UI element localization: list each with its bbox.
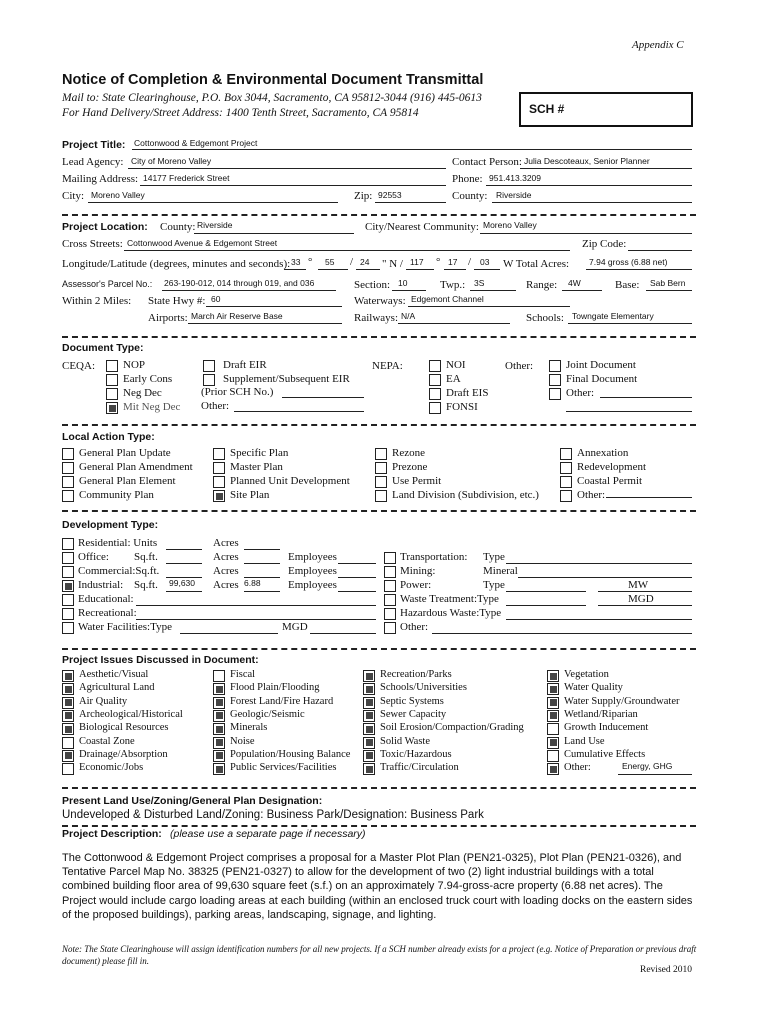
solid-waste-checkbox[interactable] (363, 737, 375, 749)
other-label: Other: (577, 489, 606, 501)
cumulative-effects-checkbox[interactable] (547, 750, 559, 762)
ea-checkbox[interactable] (429, 374, 441, 386)
other-checkbox[interactable] (547, 763, 559, 775)
mit-neg-dec-label: Mit Neg Dec (123, 401, 181, 413)
water-checkbox[interactable] (62, 622, 74, 634)
cumulative-effects-label: Cumulative Effects (564, 748, 646, 760)
neg-dec-checkbox[interactable] (106, 388, 118, 400)
septic-systems-label: Septic Systems (380, 695, 444, 707)
specific-plan-label: Specific Plan (230, 447, 289, 459)
dev-other-label: Other: (400, 621, 429, 633)
county: Riverside (496, 190, 532, 200)
base: Sab Bern (650, 278, 686, 288)
schools-label: Schools: (526, 312, 564, 324)
minerals-label: Minerals (230, 722, 268, 734)
population-housing-balance-checkbox[interactable] (213, 750, 225, 762)
land-use-label: Present Land Use/Zoning/General Plan Designation: (62, 795, 323, 807)
lon-minutes: 17 (448, 257, 458, 267)
mit-neg-dec-checkbox[interactable] (106, 402, 118, 414)
power-type-label: Type (483, 579, 505, 591)
contact-label: Contact Person: (452, 156, 522, 168)
nepa-label: NEPA: (372, 360, 403, 372)
water-facilities-label: Water Facilities:Type (78, 621, 172, 633)
coastal-zone-checkbox[interactable] (62, 737, 74, 749)
noise-checkbox[interactable] (213, 737, 225, 749)
other-label: Other: (564, 762, 591, 774)
fonsi-label: FONSI (446, 401, 478, 413)
range-label: Range: (526, 279, 558, 291)
airports-label: Airports: (148, 312, 188, 324)
waterways-label: Waterways: (354, 295, 406, 307)
hazardous-checkbox[interactable] (384, 608, 396, 620)
city: Moreno Valley (91, 190, 145, 200)
lead-agency-label: Lead Agency: (62, 156, 124, 168)
mail-to: Mail to: State Clearinghouse, P.O. Box 3044, Sacramento, CA 95812-3044 (916) 445-0613 (62, 92, 482, 104)
recreation-parks-label: Recreation/Parks (380, 669, 452, 680)
airports: March Air Reserve Base (191, 311, 283, 321)
mineral-label: Mineral (483, 565, 518, 577)
general-plan-update-checkbox[interactable] (62, 448, 74, 460)
description-label: Project Description: (62, 828, 162, 840)
mgd-label: MGD (628, 593, 654, 605)
prezone-label: Prezone (392, 461, 428, 473)
recreational-checkbox[interactable] (62, 608, 74, 620)
coastal-permit-checkbox[interactable] (560, 476, 572, 488)
lat-long-label: Longitude/Latitude (degrees, minutes and seconds): (62, 258, 291, 270)
water-quality-checkbox[interactable] (547, 683, 559, 695)
coastal-zone-label: Coastal Zone (79, 735, 135, 747)
soil-erosion-compaction-grading-checkbox[interactable] (363, 723, 375, 735)
archeological-historical-checkbox[interactable] (62, 710, 74, 722)
prior-sch-label: (Prior SCH No.) (201, 386, 274, 398)
zip: 92553 (378, 190, 402, 200)
draft-eir-checkbox[interactable] (203, 360, 215, 372)
annexation-label: Annexation (577, 447, 629, 459)
land-use-label: Land Use (564, 735, 605, 747)
mw-label: MW (628, 579, 649, 591)
geologic-seismic-label: Geologic/Seismic (230, 708, 305, 720)
general-plan-amendment-checkbox[interactable] (62, 462, 74, 474)
water-supply-groundwater-checkbox[interactable] (547, 697, 559, 709)
apn: 263-190-012, 014 through 019, and 036 (164, 278, 315, 288)
office-sqft-label: Sq.ft. (134, 551, 158, 563)
location-county: Riverside (197, 220, 233, 230)
sch-box[interactable] (519, 92, 693, 127)
issues-other-value: Energy, GHG (622, 761, 673, 771)
total-acres: 7.94 gross (6.88 net) (589, 257, 668, 267)
early-cons-label: Early Cons (123, 373, 173, 385)
final-document-label: Final Document (566, 373, 638, 385)
other-checkbox[interactable] (560, 490, 572, 502)
biological-resources-label: Biological Resources (79, 722, 169, 734)
draft-eis-label: Draft EIS (446, 387, 489, 399)
public-services-facilities-checkbox[interactable] (213, 763, 225, 775)
drainage-absorption-label: Drainage/Absorption (79, 748, 168, 760)
annexation-checkbox[interactable] (560, 448, 572, 460)
aesthetic-visual-checkbox[interactable] (62, 670, 74, 682)
public-services-facilities-label: Public Services/Facilities (230, 762, 337, 774)
economic-jobs-checkbox[interactable] (62, 763, 74, 775)
project-location-label: Project Location: (62, 221, 148, 233)
sch-label: SCH # (529, 102, 565, 116)
project-title: Cottonwood & Edgemont Project (134, 138, 258, 148)
dev-type-label: Development Type: (62, 519, 159, 531)
project-title-label: Project Title: (62, 139, 126, 151)
wetland-riparian-label: Wetland/Riparian (564, 708, 638, 720)
transportation-type-label: Type (483, 551, 505, 563)
land-division-subdivision-etc-label: Land Division (Subdivision, etc.) (392, 489, 539, 501)
hwy-label: State Hwy #: (148, 295, 206, 307)
general-plan-element-checkbox[interactable] (62, 476, 74, 488)
vegetation-checkbox[interactable] (547, 670, 559, 682)
city-community: Moreno Valley (483, 220, 537, 230)
twp: 3S (474, 278, 485, 288)
industrial-sqft: 99,630 (169, 578, 195, 588)
final-document-checkbox[interactable] (549, 374, 561, 386)
lat-degrees: 33 (291, 257, 301, 267)
footer-note: Note: The State Clearinghouse will assign identification numbers for all new projects. If a SCH number already exists for a project (e.g. Notice of Preparation or previous draft document) please fill in. (62, 944, 697, 966)
doc-other-label: Other: (201, 400, 230, 412)
drainage-absorption-checkbox[interactable] (62, 750, 74, 762)
residential-label: Residential: Units (78, 537, 158, 549)
schools-universities-checkbox[interactable] (363, 683, 375, 695)
lead-agency: City of Moreno Valley (131, 156, 212, 166)
appendix-label: Appendix C (632, 39, 684, 51)
industrial-acres-label: Acres (213, 579, 239, 591)
land-division-subdivision-etc-checkbox[interactable] (375, 490, 387, 502)
use-permit-label: Use Permit (392, 475, 442, 487)
project-description: The Cottonwood & Edgemont Project comprises a proposal for a Master Plot Plan (PEN21-0325), Plot Plan (PEN21-0326), and Tentative Parcel Map No. 38325 (PEN21-0327) to allow for the development of two (2) light industrial buildings with a total combined building floor area of 99,630 square feet (s.f.) on an approximately 7.94-gross-acre property (6.88 net acres). The Project would include cargo loading areas at each building (within an enclosed truck court with loading docks on the eastern sides of the proposed buildings), parking areas, landscaping, signage, and lighting. (62, 852, 693, 921)
apn-label: Assessor's Parcel No.: (62, 279, 153, 289)
form-title: Notice of Completion & Environmental Document Transmittal (62, 72, 484, 88)
specific-plan-checkbox[interactable] (213, 448, 225, 460)
range: 4W (568, 278, 581, 288)
soil-erosion-compaction-grading-label: Soil Erosion/Compaction/Grading (380, 722, 524, 734)
land-use-checkbox[interactable] (547, 737, 559, 749)
agricultural-land-label: Agricultural Land (79, 682, 155, 694)
industrial-employees-label: Employees (288, 579, 337, 591)
forest-land-fire-hazard-label: Forest Land/Fire Hazard (230, 695, 334, 707)
nop-checkbox[interactable] (106, 360, 118, 372)
rezone-checkbox[interactable] (375, 448, 387, 460)
master-plan-checkbox[interactable] (213, 462, 225, 474)
base-label: Base: (615, 279, 640, 291)
toxic-hazardous-checkbox[interactable] (363, 750, 375, 762)
sewer-capacity-checkbox[interactable] (363, 710, 375, 722)
county-label: County: (452, 190, 488, 202)
local-action-label: Local Action Type: (62, 431, 155, 443)
industrial-acres: 6.88 (244, 578, 261, 588)
archeological-historical-label: Archeological/Historical (79, 708, 183, 720)
issues-label: Project Issues Discussed in Document: (62, 654, 259, 666)
planned-unit-development-checkbox[interactable] (213, 476, 225, 488)
ceqa-label: CEQA: (62, 360, 95, 372)
septic-systems-checkbox[interactable] (363, 697, 375, 709)
total-acres-label: W Total Acres: (503, 258, 570, 270)
redevelopment-label: Redevelopment (577, 461, 647, 473)
flood-plain-flooding-checkbox[interactable] (213, 683, 225, 695)
rezone-label: Rezone (392, 447, 425, 459)
educational-label: Educational: (78, 593, 134, 605)
industrial-checkbox[interactable] (62, 580, 74, 592)
ea-label: EA (446, 373, 461, 385)
coastal-permit-label: Coastal Permit (577, 475, 643, 487)
lon-degrees: 117 (410, 257, 424, 267)
schools: Towngate Elementary (572, 311, 654, 321)
mailing-address: 14177 Frederick Street (143, 173, 230, 183)
solid-waste-label: Solid Waste (380, 735, 431, 747)
office-employees-label: Employees (288, 551, 337, 563)
schools-universities-label: Schools/Universities (380, 682, 467, 694)
use-permit-checkbox[interactable] (375, 476, 387, 488)
city-label: City: (62, 190, 85, 202)
transportation-label: Transportation: (400, 551, 468, 563)
geologic-seismic-checkbox[interactable] (213, 710, 225, 722)
office-acres-label: Acres (213, 551, 239, 563)
doc-other-col-label: Other: (505, 360, 534, 372)
flood-plain-flooding-label: Flood Plain/Flooding (230, 682, 320, 694)
draft-eis-checkbox[interactable] (429, 388, 441, 400)
fiscal-label: Fiscal (230, 669, 256, 680)
mailing-label: Mailing Address: (62, 173, 139, 185)
lon-seconds: 03 (480, 257, 490, 267)
minerals-checkbox[interactable] (213, 723, 225, 735)
joint-document-checkbox[interactable] (549, 360, 561, 372)
residential-checkbox[interactable] (62, 538, 74, 550)
industrial-sqft-label: Sq.ft. (134, 579, 158, 591)
growth-inducement-label: Growth Inducement (564, 722, 649, 734)
prezone-checkbox[interactable] (375, 462, 387, 474)
vegetation-label: Vegetation (564, 669, 609, 680)
community-plan-label: Community Plan (79, 489, 154, 501)
railways-label: Railways: (354, 312, 398, 324)
office-label: Office: (78, 551, 109, 563)
commercial-acres-label: Acres (213, 565, 239, 577)
other-checkbox[interactable] (549, 388, 561, 400)
air-quality-checkbox[interactable] (62, 697, 74, 709)
power-label: Power: (400, 579, 432, 591)
economic-jobs-label: Economic/Jobs (79, 762, 144, 774)
agricultural-land-checkbox[interactable] (62, 683, 74, 695)
general-plan-update-label: General Plan Update (79, 447, 171, 459)
power-checkbox[interactable] (384, 580, 396, 592)
redevelopment-checkbox[interactable] (560, 462, 572, 474)
contact-person: Julia Descoteaux, Senior Planner (524, 156, 650, 166)
water-mgd-label: MGD (282, 621, 308, 633)
supplement-subsequent-eir-checkbox[interactable] (203, 374, 215, 386)
draft-eir-label: Draft EIR (223, 359, 267, 371)
railways: N/A (401, 311, 416, 321)
traffic-circulation-label: Traffic/Circulation (380, 762, 459, 774)
recreation-parks-checkbox[interactable] (363, 670, 375, 682)
within-2-miles-label: Within 2 Miles: (62, 295, 132, 307)
water-quality-label: Water Quality (564, 682, 623, 694)
mining-label: Mining: (400, 565, 436, 577)
commercial-employees-label: Employees (288, 565, 337, 577)
hazardous-waste-label: Hazardous Waste:Type (400, 607, 502, 619)
transportation-checkbox[interactable] (384, 552, 396, 564)
planned-unit-development-label: Planned Unit Development (230, 475, 350, 487)
phone-label: Phone: (452, 173, 483, 185)
population-housing-balance-label: Population/Housing Balance (230, 748, 351, 760)
industrial-label: Industrial: (78, 579, 124, 591)
noi-checkbox[interactable] (429, 360, 441, 372)
zip-label: Zip: (354, 190, 373, 202)
community-plan-checkbox[interactable] (62, 490, 74, 502)
twp-label: Twp.: (440, 279, 466, 291)
cross-streets: Cottonwood Avenue & Edgemont Street (127, 238, 278, 248)
site-plan-checkbox[interactable] (213, 490, 225, 502)
toxic-hazardous-label: Toxic/Hazardous (380, 748, 452, 760)
nop-label: NOP (123, 359, 146, 371)
aesthetic-visual-label: Aesthetic/Visual (79, 669, 149, 680)
other-label: Other: (566, 387, 595, 399)
educational-checkbox[interactable] (62, 594, 74, 606)
air-quality-label: Air Quality (79, 695, 128, 707)
commercial-checkbox[interactable] (62, 566, 74, 578)
fonsi-checkbox[interactable] (429, 402, 441, 414)
doc-type-label: Document Type: (62, 342, 144, 354)
city-community-label: City/Nearest Community: (365, 221, 479, 233)
waste-checkbox[interactable] (384, 594, 396, 606)
general-plan-element-label: General Plan Element (79, 475, 176, 487)
sewer-capacity-label: Sewer Capacity (380, 708, 447, 720)
growth-inducement-checkbox[interactable] (547, 723, 559, 735)
cross-streets-label: Cross Streets: (62, 238, 123, 250)
land-use-value: Undeveloped & Disturbed Land/Zoning: Business Park/Designation: Business Park (62, 809, 484, 821)
commercial-label: Commercial:Sq.ft. (78, 565, 160, 577)
fiscal-checkbox[interactable] (213, 670, 225, 682)
noise-label: Noise (230, 735, 255, 747)
waste-treatment-label: Waste Treatment:Type (400, 593, 499, 605)
noi-label: NOI (446, 359, 466, 371)
section: 10 (398, 278, 408, 288)
zipcode-label: Zip Code: (582, 238, 627, 250)
lat-seconds: 24 (360, 257, 370, 267)
general-plan-amendment-label: General Plan Amendment (79, 461, 193, 473)
site-plan-label: Site Plan (230, 489, 270, 501)
mining-checkbox[interactable] (384, 566, 396, 578)
other-checkbox[interactable] (384, 622, 396, 634)
waterways: Edgemont Channel (411, 294, 484, 304)
phone: 951.413.3209 (489, 173, 541, 183)
joint-document-label: Joint Document (566, 359, 636, 371)
description-note: (please use a separate page if necessary) (170, 828, 366, 840)
supplement-subsequent-eir-label: Supplement/Subsequent EIR (223, 373, 350, 385)
recreational-label: Recreational: (78, 607, 137, 619)
early-cons-checkbox[interactable] (106, 374, 118, 386)
section-label: Section: (354, 279, 391, 291)
hand-delivery: For Hand Delivery/Street Address: 1400 Tenth Street, Sacramento, CA 95814 (62, 107, 419, 119)
master-plan-label: Master Plan (230, 461, 283, 473)
wetland-riparian-checkbox[interactable] (547, 710, 559, 722)
revised-label: Revised 2010 (640, 965, 692, 975)
office-checkbox[interactable] (62, 552, 74, 564)
location-county-label: County: (160, 221, 196, 233)
hwy: 60 (211, 294, 221, 304)
lat-minutes: 55 (325, 257, 335, 267)
traffic-circulation-checkbox[interactable] (363, 763, 375, 775)
residential-acres-label: Acres (213, 537, 239, 549)
biological-resources-checkbox[interactable] (62, 723, 74, 735)
forest-land-fire-hazard-checkbox[interactable] (213, 697, 225, 709)
water-supply-groundwater-label: Water Supply/Groundwater (564, 695, 680, 707)
neg-dec-label: Neg Dec (123, 387, 162, 399)
